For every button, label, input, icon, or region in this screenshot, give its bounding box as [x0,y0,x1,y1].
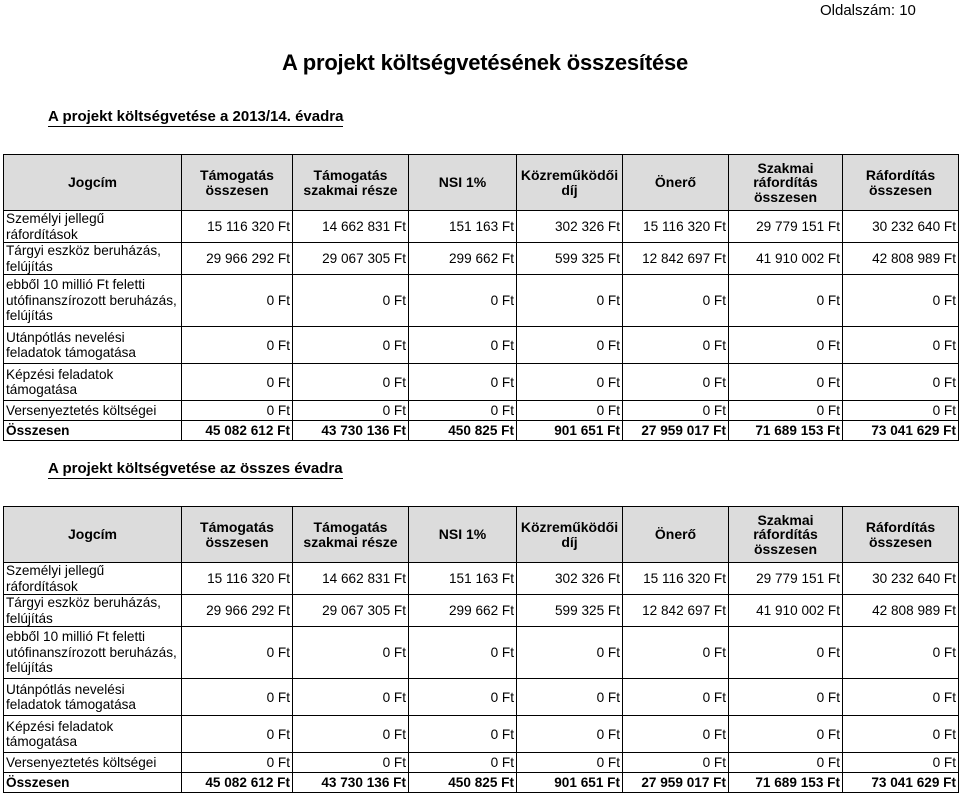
amount-cell: 0 Ft [293,401,409,421]
table-row [4,753,959,773]
amount-cell: 0 Ft [409,327,517,364]
amount-cell: 29 966 292 Ft [182,243,293,275]
total-amount-cell: 45 082 612 Ft [182,421,293,441]
amount-cell: 41 910 002 Ft [729,243,843,275]
page-number: Oldalszám: 10 [820,2,916,19]
amount-cell: 0 Ft [293,327,409,364]
column-header: Közreműködői díj [517,507,623,563]
total-amount-cell: 45 082 612 Ft [182,773,293,793]
amount-cell: 0 Ft [623,275,729,327]
total-amount-cell: 901 651 Ft [517,421,623,441]
amount-cell: 12 842 697 Ft [623,595,729,627]
total-label: Összesen [4,773,182,793]
row-label: Tárgyi eszköz beruházás, felújítás [4,243,182,275]
amount-cell: 302 326 Ft [517,563,623,595]
amount-cell: 0 Ft [729,716,843,753]
table-row [4,716,959,753]
column-header: Támogatás szakmai része [293,507,409,563]
amount-cell: 42 808 989 Ft [843,243,959,275]
amount-cell: 0 Ft [729,679,843,716]
table-row [4,563,959,595]
column-header: Támogatás szakmai része [293,155,409,211]
row-label: Képzési feladatok támogatása [4,716,182,753]
column-header: Jogcím [4,507,182,563]
column-header: Támogatás összesen [182,155,293,211]
column-header: Szakmai ráfordítás összesen [729,155,843,211]
amount-cell: 0 Ft [843,627,959,679]
amount-cell: 0 Ft [843,753,959,773]
amount-cell: 0 Ft [729,627,843,679]
total-row [4,421,959,441]
amount-cell: 0 Ft [517,753,623,773]
amount-cell: 0 Ft [729,327,843,364]
total-amount-cell: 43 730 136 Ft [293,773,409,793]
amount-cell: 30 232 640 Ft [843,211,959,243]
total-amount-cell: 71 689 153 Ft [729,773,843,793]
amount-cell: 0 Ft [729,753,843,773]
budget-table-season [3,154,959,441]
total-amount-cell: 73 041 629 Ft [843,421,959,441]
amount-cell: 42 808 989 Ft [843,595,959,627]
table-row [4,595,959,627]
amount-cell: 0 Ft [623,627,729,679]
amount-cell: 151 163 Ft [409,211,517,243]
amount-cell: 0 Ft [843,275,959,327]
amount-cell: 0 Ft [623,753,729,773]
row-label: Személyi jellegű ráfordítások [4,563,182,595]
amount-cell: 30 232 640 Ft [843,563,959,595]
amount-cell: 299 662 Ft [409,595,517,627]
amount-cell: 0 Ft [182,753,293,773]
amount-cell: 14 662 831 Ft [293,563,409,595]
total-amount-cell: 27 959 017 Ft [623,773,729,793]
amount-cell: 0 Ft [293,627,409,679]
amount-cell: 0 Ft [623,716,729,753]
amount-cell: 0 Ft [517,716,623,753]
amount-cell: 0 Ft [729,275,843,327]
table-header-row [4,507,959,563]
amount-cell: 0 Ft [409,716,517,753]
amount-cell: 0 Ft [843,364,959,401]
column-header: Önerő [623,155,729,211]
amount-cell: 0 Ft [409,627,517,679]
table-row [4,243,959,275]
total-amount-cell: 27 959 017 Ft [623,421,729,441]
amount-cell: 0 Ft [409,679,517,716]
amount-cell: 0 Ft [623,327,729,364]
amount-cell: 0 Ft [409,753,517,773]
table-row [4,627,959,679]
amount-cell: 0 Ft [517,327,623,364]
amount-cell: 599 325 Ft [517,243,623,275]
document-title-text: A projekt költségvetésének összesítése [281,50,689,75]
column-header: NSI 1% [409,155,517,211]
amount-cell: 0 Ft [293,716,409,753]
row-label: Versenyeztetés költségei [4,401,182,421]
amount-cell: 0 Ft [729,401,843,421]
column-header: Jogcím [4,155,182,211]
row-label: Képzési feladatok támogatása [4,364,182,401]
amount-cell: 14 662 831 Ft [293,211,409,243]
amount-cell: 15 116 320 Ft [623,563,729,595]
total-amount-cell: 71 689 153 Ft [729,421,843,441]
amount-cell: 299 662 Ft [409,243,517,275]
amount-cell: 0 Ft [182,401,293,421]
total-amount-cell: 450 825 Ft [409,421,517,441]
total-amount-cell: 43 730 136 Ft [293,421,409,441]
amount-cell: 15 116 320 Ft [182,211,293,243]
amount-cell: 302 326 Ft [517,211,623,243]
budget-table-all-seasons [3,506,959,793]
table-row [4,364,959,401]
amount-cell: 0 Ft [517,679,623,716]
amount-cell: 0 Ft [517,364,623,401]
row-label: ebből 10 millió Ft feletti utófinanszírozott beruházás, felújítás [4,627,182,679]
amount-cell: 0 Ft [293,275,409,327]
amount-cell: 0 Ft [293,679,409,716]
section-title-all-seasons: A projekt költségvetése az összes évadra [48,460,343,477]
amount-cell: 0 Ft [517,275,623,327]
row-label: Tárgyi eszköz beruházás, felújítás [4,595,182,627]
column-header: Támogatás összesen [182,507,293,563]
row-label: Versenyeztetés költségei [4,753,182,773]
table-row [4,401,959,421]
amount-cell: 0 Ft [182,679,293,716]
amount-cell: 0 Ft [843,327,959,364]
amount-cell: 0 Ft [182,275,293,327]
amount-cell: 15 116 320 Ft [623,211,729,243]
row-label: Utánpótlás nevelési feladatok támogatása [4,327,182,364]
amount-cell: 0 Ft [843,716,959,753]
amount-cell: 0 Ft [517,401,623,421]
amount-cell: 0 Ft [409,364,517,401]
table-row [4,275,959,327]
row-label: ebből 10 millió Ft feletti utófinanszírozott beruházás, felújítás [4,275,182,327]
amount-cell: 41 910 002 Ft [729,595,843,627]
table-row [4,211,959,243]
amount-cell: 29 966 292 Ft [182,595,293,627]
row-label: Személyi jellegű ráfordítások [4,211,182,243]
table-header-row [4,155,959,211]
amount-cell: 0 Ft [409,275,517,327]
amount-cell: 0 Ft [623,401,729,421]
amount-cell: 29 067 305 Ft [293,595,409,627]
column-header: Önerő [623,507,729,563]
amount-cell: 0 Ft [182,327,293,364]
column-header: Közreműködői díj [517,155,623,211]
section-title-season: A projekt költségvetése a 2013/14. évadra [48,108,344,125]
amount-cell: 0 Ft [843,401,959,421]
column-header: Szakmai ráfordítás összesen [729,507,843,563]
amount-cell: 0 Ft [182,364,293,401]
amount-cell: 0 Ft [182,716,293,753]
amount-cell: 15 116 320 Ft [182,563,293,595]
table-row [4,679,959,716]
amount-cell: 29 067 305 Ft [293,243,409,275]
column-header: NSI 1% [409,507,517,563]
total-amount-cell: 901 651 Ft [517,773,623,793]
amount-cell: 0 Ft [182,627,293,679]
total-row [4,773,959,793]
amount-cell: 0 Ft [843,679,959,716]
amount-cell: 0 Ft [623,364,729,401]
amount-cell: 599 325 Ft [517,595,623,627]
document-title [0,50,960,76]
row-label: Utánpótlás nevelési feladatok támogatása [4,679,182,716]
amount-cell: 29 779 151 Ft [729,563,843,595]
amount-cell: 0 Ft [293,364,409,401]
amount-cell: 29 779 151 Ft [729,211,843,243]
amount-cell: 0 Ft [729,364,843,401]
amount-cell: 0 Ft [409,401,517,421]
column-header: Ráfordítás összesen [843,155,959,211]
column-header: Ráfordítás összesen [843,507,959,563]
total-amount-cell: 450 825 Ft [409,773,517,793]
amount-cell: 0 Ft [517,627,623,679]
amount-cell: 151 163 Ft [409,563,517,595]
total-amount-cell: 73 041 629 Ft [843,773,959,793]
amount-cell: 0 Ft [623,679,729,716]
total-label: Összesen [4,421,182,441]
amount-cell: 12 842 697 Ft [623,243,729,275]
table-row [4,327,959,364]
amount-cell: 0 Ft [293,753,409,773]
